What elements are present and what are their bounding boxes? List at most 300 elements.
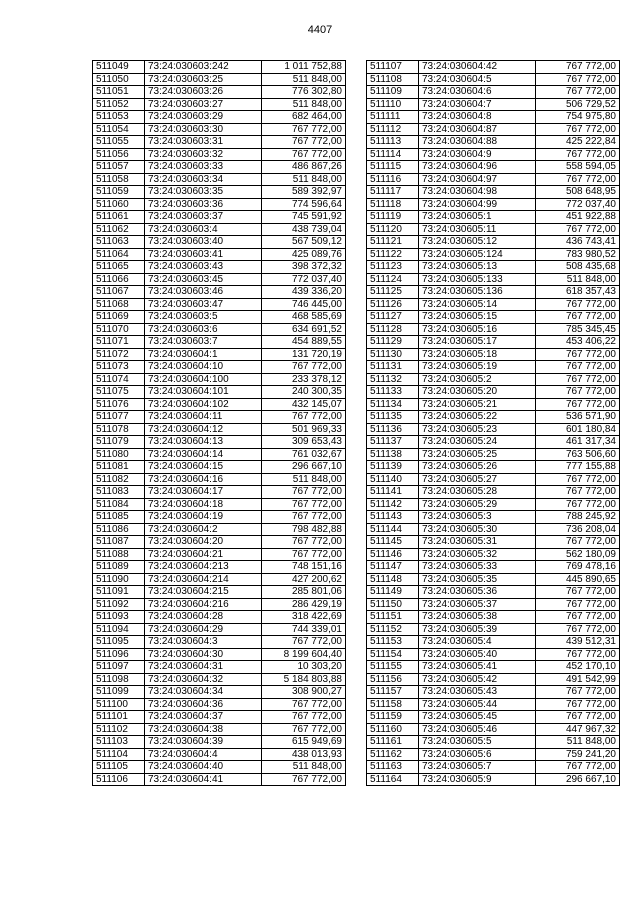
cadastral-number-cell: 73:24:030603:31	[145, 136, 262, 149]
cadastral-number-cell: 73:24:030605:5	[419, 736, 536, 749]
cadastral-number-cell: 73:24:030604:8	[419, 111, 536, 124]
cadastral-number-cell: 73:24:030605:25	[419, 448, 536, 461]
record-number-cell: 511078	[93, 423, 145, 436]
cadastral-value-cell: 436 743,41	[536, 236, 620, 249]
cadastral-number-cell: 73:24:030604:214	[145, 573, 262, 586]
cadastral-value-cell: 767 772,00	[262, 148, 346, 161]
cadastral-value-cell: 511 848,00	[262, 173, 346, 186]
cadastral-value-cell: 486 867,26	[262, 161, 346, 174]
record-number-cell: 511158	[367, 698, 419, 711]
table-row	[93, 686, 346, 699]
cadastral-number-cell: 73:24:030605:6	[419, 748, 536, 761]
table-row	[93, 748, 346, 761]
table-row	[367, 98, 620, 111]
table-row	[367, 198, 620, 211]
cadastral-number-cell: 73:24:030604:17	[145, 486, 262, 499]
cadastral-number-cell: 73:24:030605:27	[419, 473, 536, 486]
table-row	[367, 186, 620, 199]
cadastral-number-cell: 73:24:030605:26	[419, 461, 536, 474]
cadastral-value-cell: 767 772,00	[536, 761, 620, 774]
table-row	[367, 248, 620, 261]
cadastral-number-cell: 73:24:030604:13	[145, 436, 262, 449]
cadastral-number-cell: 73:24:030604:216	[145, 598, 262, 611]
cadastral-number-cell: 73:24:030605:22	[419, 411, 536, 424]
record-number-cell: 511060	[93, 198, 145, 211]
record-number-cell: 511129	[367, 336, 419, 349]
cadastral-number-cell: 73:24:030605:38	[419, 611, 536, 624]
cadastral-number-cell: 73:24:030604:16	[145, 473, 262, 486]
table-row	[367, 573, 620, 586]
table-row	[93, 61, 346, 74]
cadastral-number-cell: 73:24:030604:97	[419, 173, 536, 186]
cadastral-value-cell: 767 772,00	[262, 636, 346, 649]
cadastral-value-cell: 501 969,33	[262, 423, 346, 436]
cadastral-value-cell: 425 089,76	[262, 248, 346, 261]
cadastral-value-cell: 8 199 604,40	[262, 648, 346, 661]
cadastral-value-cell: 439 512,31	[536, 636, 620, 649]
cadastral-number-cell: 73:24:030604:5	[419, 73, 536, 86]
cadastral-number-cell: 73:24:030604:2	[145, 523, 262, 536]
record-number-cell: 511053	[93, 111, 145, 124]
cadastral-value-cell: 776 302,80	[262, 86, 346, 99]
record-number-cell: 511132	[367, 373, 419, 386]
table-row	[367, 711, 620, 724]
record-number-cell: 511085	[93, 511, 145, 524]
table-row	[93, 261, 346, 274]
record-number-cell: 511143	[367, 511, 419, 524]
cadastral-value-cell: 798 482,88	[262, 523, 346, 536]
table-row	[367, 336, 620, 349]
cadastral-value-cell: 508 435,68	[536, 261, 620, 274]
cadastral-number-cell: 73:24:030604:6	[419, 86, 536, 99]
cadastral-number-cell: 73:24:030605:46	[419, 723, 536, 736]
cadastral-value-cell: 511 848,00	[262, 473, 346, 486]
cadastral-number-cell: 73:24:030605:37	[419, 598, 536, 611]
cadastral-value-cell: 511 848,00	[536, 736, 620, 749]
record-number-cell: 511093	[93, 611, 145, 624]
cadastral-value-cell: 589 392,97	[262, 186, 346, 199]
table-row	[93, 761, 346, 774]
cadastral-value-cell: 767 772,00	[536, 611, 620, 624]
table-row	[93, 111, 346, 124]
table-row	[367, 723, 620, 736]
cadastral-value-cell: 767 772,00	[262, 511, 346, 524]
table-row	[367, 436, 620, 449]
record-number-cell: 511163	[367, 761, 419, 774]
table-row	[367, 461, 620, 474]
cadastral-value-cell: 558 594,05	[536, 161, 620, 174]
record-number-cell: 511057	[93, 161, 145, 174]
cadastral-value-cell: 767 772,00	[262, 123, 346, 136]
record-number-cell: 511082	[93, 473, 145, 486]
cadastral-value-cell: 601 180,84	[536, 423, 620, 436]
record-number-cell: 511109	[367, 86, 419, 99]
cadastral-value-cell: 285 801,06	[262, 586, 346, 599]
record-number-cell: 511096	[93, 648, 145, 661]
record-number-cell: 511066	[93, 273, 145, 286]
record-number-cell: 511133	[367, 386, 419, 399]
record-number-cell: 511121	[367, 236, 419, 249]
record-number-cell: 511076	[93, 398, 145, 411]
cadastral-number-cell: 73:24:030603:4	[145, 223, 262, 236]
cadastral-number-cell: 73:24:030604:88	[419, 136, 536, 149]
table-row	[93, 436, 346, 449]
record-number-cell: 511161	[367, 736, 419, 749]
cadastral-value-cell: 767 772,00	[262, 136, 346, 149]
record-number-cell: 511124	[367, 273, 419, 286]
cadastral-value-cell: 767 772,00	[536, 148, 620, 161]
cadastral-number-cell: 73:24:030605:30	[419, 523, 536, 536]
cadastral-value-cell: 767 772,00	[536, 598, 620, 611]
cadastral-value-cell: 767 772,00	[536, 86, 620, 99]
record-number-cell: 511069	[93, 311, 145, 324]
cadastral-number-cell: 73:24:030605:124	[419, 248, 536, 261]
cadastral-value-cell: 398 372,32	[262, 261, 346, 274]
cadastral-number-cell: 73:24:030603:41	[145, 248, 262, 261]
table-row	[367, 486, 620, 499]
cadastral-value-cell: 767 772,00	[262, 498, 346, 511]
record-number-cell: 511102	[93, 723, 145, 736]
cadastral-number-cell: 73:24:030603:47	[145, 298, 262, 311]
cadastral-value-cell: 511 848,00	[536, 273, 620, 286]
record-number-cell: 511058	[93, 173, 145, 186]
cadastral-number-cell: 73:24:030604:40	[145, 761, 262, 774]
cadastral-value-cell: 767 772,00	[536, 698, 620, 711]
table-row	[93, 323, 346, 336]
table-row	[367, 386, 620, 399]
record-number-cell: 511144	[367, 523, 419, 536]
cadastral-value-cell: 767 772,00	[536, 711, 620, 724]
cadastral-number-cell: 73:24:030603:29	[145, 111, 262, 124]
cadastral-value-cell: 615 949,69	[262, 736, 346, 749]
record-number-cell: 511065	[93, 261, 145, 274]
record-number-cell: 511134	[367, 398, 419, 411]
cadastral-value-cell: 567 509,12	[262, 236, 346, 249]
record-number-cell: 511119	[367, 211, 419, 224]
cadastral-value-cell: 767 772,00	[262, 698, 346, 711]
cadastral-value-cell: 767 772,00	[262, 486, 346, 499]
table-row	[93, 311, 346, 324]
table-row	[93, 336, 346, 349]
record-number-cell: 511086	[93, 523, 145, 536]
cadastral-value-cell: 131 720,19	[262, 348, 346, 361]
record-number-cell: 511095	[93, 636, 145, 649]
record-number-cell: 511120	[367, 223, 419, 236]
record-number-cell: 511155	[367, 661, 419, 674]
cadastral-value-cell: 767 772,00	[536, 311, 620, 324]
table-row	[93, 198, 346, 211]
record-number-cell: 511127	[367, 311, 419, 324]
cadastral-value-cell: 785 345,45	[536, 323, 620, 336]
cadastral-value-cell: 425 222,84	[536, 136, 620, 149]
cadastral-number-cell: 73:24:030604:39	[145, 736, 262, 749]
cadastral-value-cell: 767 772,00	[536, 348, 620, 361]
record-number-cell: 511159	[367, 711, 419, 724]
cadastral-value-cell: 318 422,69	[262, 611, 346, 624]
cadastral-value-cell: 745 591,92	[262, 211, 346, 224]
table-row	[93, 161, 346, 174]
record-number-cell: 511147	[367, 561, 419, 574]
cadastral-value-cell: 767 772,00	[536, 61, 620, 74]
record-number-cell: 511114	[367, 148, 419, 161]
cadastral-number-cell: 73:24:030604:29	[145, 623, 262, 636]
record-number-cell: 511116	[367, 173, 419, 186]
record-number-cell: 511098	[93, 673, 145, 686]
table-row	[367, 361, 620, 374]
record-number-cell: 511106	[93, 773, 145, 786]
cadastral-number-cell: 73:24:030604:213	[145, 561, 262, 574]
registry-table-left	[92, 60, 346, 786]
table-row	[93, 248, 346, 261]
cadastral-number-cell: 73:24:030604:14	[145, 448, 262, 461]
cadastral-number-cell: 73:24:030605:133	[419, 273, 536, 286]
cadastral-number-cell: 73:24:030604:31	[145, 661, 262, 674]
cadastral-number-cell: 73:24:030604:20	[145, 536, 262, 549]
table-row	[93, 348, 346, 361]
table-row	[93, 136, 346, 149]
table-row	[367, 498, 620, 511]
record-number-cell: 511083	[93, 486, 145, 499]
table-row	[367, 448, 620, 461]
table-row	[93, 648, 346, 661]
cadastral-number-cell: 73:24:030605:18	[419, 348, 536, 361]
cadastral-value-cell: 491 542,99	[536, 673, 620, 686]
table-row	[93, 386, 346, 399]
record-number-cell: 511125	[367, 286, 419, 299]
table-row	[367, 298, 620, 311]
table-row	[367, 611, 620, 624]
table-row	[93, 423, 346, 436]
cadastral-value-cell: 240 300,35	[262, 386, 346, 399]
table-row	[367, 423, 620, 436]
cadastral-number-cell: 73:24:030605:136	[419, 286, 536, 299]
table-row	[93, 598, 346, 611]
table-row	[93, 186, 346, 199]
cadastral-value-cell: 767 772,00	[536, 486, 620, 499]
cadastral-number-cell: 73:24:030605:16	[419, 323, 536, 336]
table-row	[93, 448, 346, 461]
cadastral-value-cell: 634 691,52	[262, 323, 346, 336]
table-row	[93, 361, 346, 374]
cadastral-value-cell: 767 772,00	[536, 361, 620, 374]
cadastral-value-cell: 767 772,00	[536, 73, 620, 86]
record-number-cell: 511092	[93, 598, 145, 611]
cadastral-value-cell: 1 011 752,88	[262, 61, 346, 74]
table-row	[367, 398, 620, 411]
cadastral-value-cell: 783 980,52	[536, 248, 620, 261]
cadastral-number-cell: 73:24:030603:27	[145, 98, 262, 111]
cadastral-number-cell: 73:24:030605:28	[419, 486, 536, 499]
cadastral-number-cell: 73:24:030605:44	[419, 698, 536, 711]
record-number-cell: 511054	[93, 123, 145, 136]
cadastral-number-cell: 73:24:030604:12	[145, 423, 262, 436]
cadastral-number-cell: 73:24:030603:40	[145, 236, 262, 249]
record-number-cell: 511152	[367, 623, 419, 636]
table-row	[93, 623, 346, 636]
record-number-cell: 511099	[93, 686, 145, 699]
cadastral-value-cell: 763 506,60	[536, 448, 620, 461]
cadastral-number-cell: 73:24:030605:12	[419, 236, 536, 249]
record-number-cell: 511115	[367, 161, 419, 174]
table-row	[367, 161, 620, 174]
table-row	[367, 686, 620, 699]
cadastral-value-cell: 772 037,40	[536, 198, 620, 211]
record-number-cell: 511111	[367, 111, 419, 124]
record-number-cell: 511100	[93, 698, 145, 711]
table-row	[367, 136, 620, 149]
cadastral-number-cell: 73:24:030605:41	[419, 661, 536, 674]
table-row	[367, 323, 620, 336]
table-row	[93, 286, 346, 299]
record-number-cell: 511110	[367, 98, 419, 111]
cadastral-number-cell: 73:24:030604:9	[419, 148, 536, 161]
cadastral-value-cell: 439 336,20	[262, 286, 346, 299]
table-row	[367, 648, 620, 661]
cadastral-value-cell: 461 317,34	[536, 436, 620, 449]
record-number-cell: 511104	[93, 748, 145, 761]
record-number-cell: 511088	[93, 548, 145, 561]
table-row	[367, 123, 620, 136]
table-row	[367, 761, 620, 774]
cadastral-value-cell: 767 772,00	[536, 123, 620, 136]
cadastral-value-cell: 451 922,88	[536, 211, 620, 224]
record-number-cell: 511051	[93, 86, 145, 99]
cadastral-number-cell: 73:24:030605:4	[419, 636, 536, 649]
cadastral-number-cell: 73:24:030604:32	[145, 673, 262, 686]
cadastral-value-cell: 767 772,00	[536, 398, 620, 411]
table-row	[367, 61, 620, 74]
cadastral-number-cell: 73:24:030605:19	[419, 361, 536, 374]
cadastral-number-cell: 73:24:030605:40	[419, 648, 536, 661]
record-number-cell: 511145	[367, 536, 419, 549]
cadastral-number-cell: 73:24:030605:35	[419, 573, 536, 586]
table-row	[367, 348, 620, 361]
table-row	[367, 223, 620, 236]
cadastral-value-cell: 5 184 803,88	[262, 673, 346, 686]
cadastral-number-cell: 73:24:030604:102	[145, 398, 262, 411]
table-row	[367, 523, 620, 536]
cadastral-value-cell: 296 667,10	[262, 461, 346, 474]
cadastral-value-cell: 767 772,00	[536, 373, 620, 386]
table-row	[93, 673, 346, 686]
cadastral-number-cell: 73:24:030604:28	[145, 611, 262, 624]
cadastral-number-cell: 73:24:030604:41	[145, 773, 262, 786]
cadastral-value-cell: 774 596,64	[262, 198, 346, 211]
cadastral-value-cell: 511 848,00	[262, 73, 346, 86]
table-row	[93, 723, 346, 736]
cadastral-value-cell: 511 848,00	[262, 761, 346, 774]
table-row	[93, 273, 346, 286]
table-row	[93, 511, 346, 524]
cadastral-number-cell: 73:24:030604:11	[145, 411, 262, 424]
cadastral-number-cell: 73:24:030605:45	[419, 711, 536, 724]
page-number: 4407	[307, 24, 333, 36]
table-row	[367, 411, 620, 424]
record-number-cell: 511075	[93, 386, 145, 399]
cadastral-value-cell: 562 180,09	[536, 548, 620, 561]
record-number-cell: 511157	[367, 686, 419, 699]
cadastral-number-cell: 73:24:030604:37	[145, 711, 262, 724]
cadastral-value-cell: 748 151,16	[262, 561, 346, 574]
cadastral-value-cell: 452 170,10	[536, 661, 620, 674]
table-row	[93, 523, 346, 536]
table-row	[367, 286, 620, 299]
cadastral-number-cell: 73:24:030605:42	[419, 673, 536, 686]
cadastral-value-cell: 296 667,10	[536, 773, 620, 786]
record-number-cell: 511049	[93, 61, 145, 74]
record-number-cell: 511081	[93, 461, 145, 474]
record-number-cell: 511162	[367, 748, 419, 761]
record-number-cell: 511160	[367, 723, 419, 736]
cadastral-number-cell: 73:24:030605:9	[419, 773, 536, 786]
table-row	[93, 473, 346, 486]
cadastral-value-cell: 767 772,00	[536, 648, 620, 661]
cadastral-number-cell: 73:24:030604:42	[419, 61, 536, 74]
cadastral-value-cell: 767 772,00	[262, 723, 346, 736]
table-row	[367, 311, 620, 324]
record-number-cell: 511146	[367, 548, 419, 561]
record-number-cell: 511062	[93, 223, 145, 236]
table-row	[93, 461, 346, 474]
record-number-cell: 511071	[93, 336, 145, 349]
cadastral-value-cell: 506 729,52	[536, 98, 620, 111]
cadastral-number-cell: 73:24:030605:32	[419, 548, 536, 561]
record-number-cell: 511050	[93, 73, 145, 86]
cadastral-number-cell: 73:24:030604:21	[145, 548, 262, 561]
cadastral-number-cell: 73:24:030605:43	[419, 686, 536, 699]
cadastral-number-cell: 73:24:030603:34	[145, 173, 262, 186]
table-row	[93, 636, 346, 649]
table-row	[367, 661, 620, 674]
cadastral-value-cell: 777 155,88	[536, 461, 620, 474]
cadastral-value-cell: 754 975,80	[536, 111, 620, 124]
cadastral-number-cell: 73:24:030604:10	[145, 361, 262, 374]
record-number-cell: 511148	[367, 573, 419, 586]
table-row	[93, 586, 346, 599]
record-number-cell: 511151	[367, 611, 419, 624]
record-number-cell: 511149	[367, 586, 419, 599]
cadastral-value-cell: 767 772,00	[536, 536, 620, 549]
table-row	[93, 98, 346, 111]
table-row	[93, 173, 346, 186]
record-number-cell: 511113	[367, 136, 419, 149]
record-number-cell: 511139	[367, 461, 419, 474]
record-number-cell: 511103	[93, 736, 145, 749]
record-number-cell: 511112	[367, 123, 419, 136]
cadastral-number-cell: 73:24:030603:33	[145, 161, 262, 174]
cadastral-value-cell: 432 145,07	[262, 398, 346, 411]
record-number-cell: 511084	[93, 498, 145, 511]
cadastral-number-cell: 73:24:030605:36	[419, 586, 536, 599]
table-row	[367, 373, 620, 386]
record-number-cell: 511131	[367, 361, 419, 374]
record-number-cell: 511073	[93, 361, 145, 374]
record-number-cell: 511068	[93, 298, 145, 311]
table-row	[367, 211, 620, 224]
table-row	[367, 73, 620, 86]
record-number-cell: 511123	[367, 261, 419, 274]
cadastral-value-cell: 767 772,00	[536, 173, 620, 186]
cadastral-value-cell: 736 208,04	[536, 523, 620, 536]
cadastral-value-cell: 438 739,04	[262, 223, 346, 236]
table-row	[93, 223, 346, 236]
table-row	[367, 548, 620, 561]
table-row	[367, 86, 620, 99]
record-number-cell: 511072	[93, 348, 145, 361]
record-number-cell: 511136	[367, 423, 419, 436]
cadastral-number-cell: 73:24:030605:3	[419, 511, 536, 524]
table-row	[93, 498, 346, 511]
